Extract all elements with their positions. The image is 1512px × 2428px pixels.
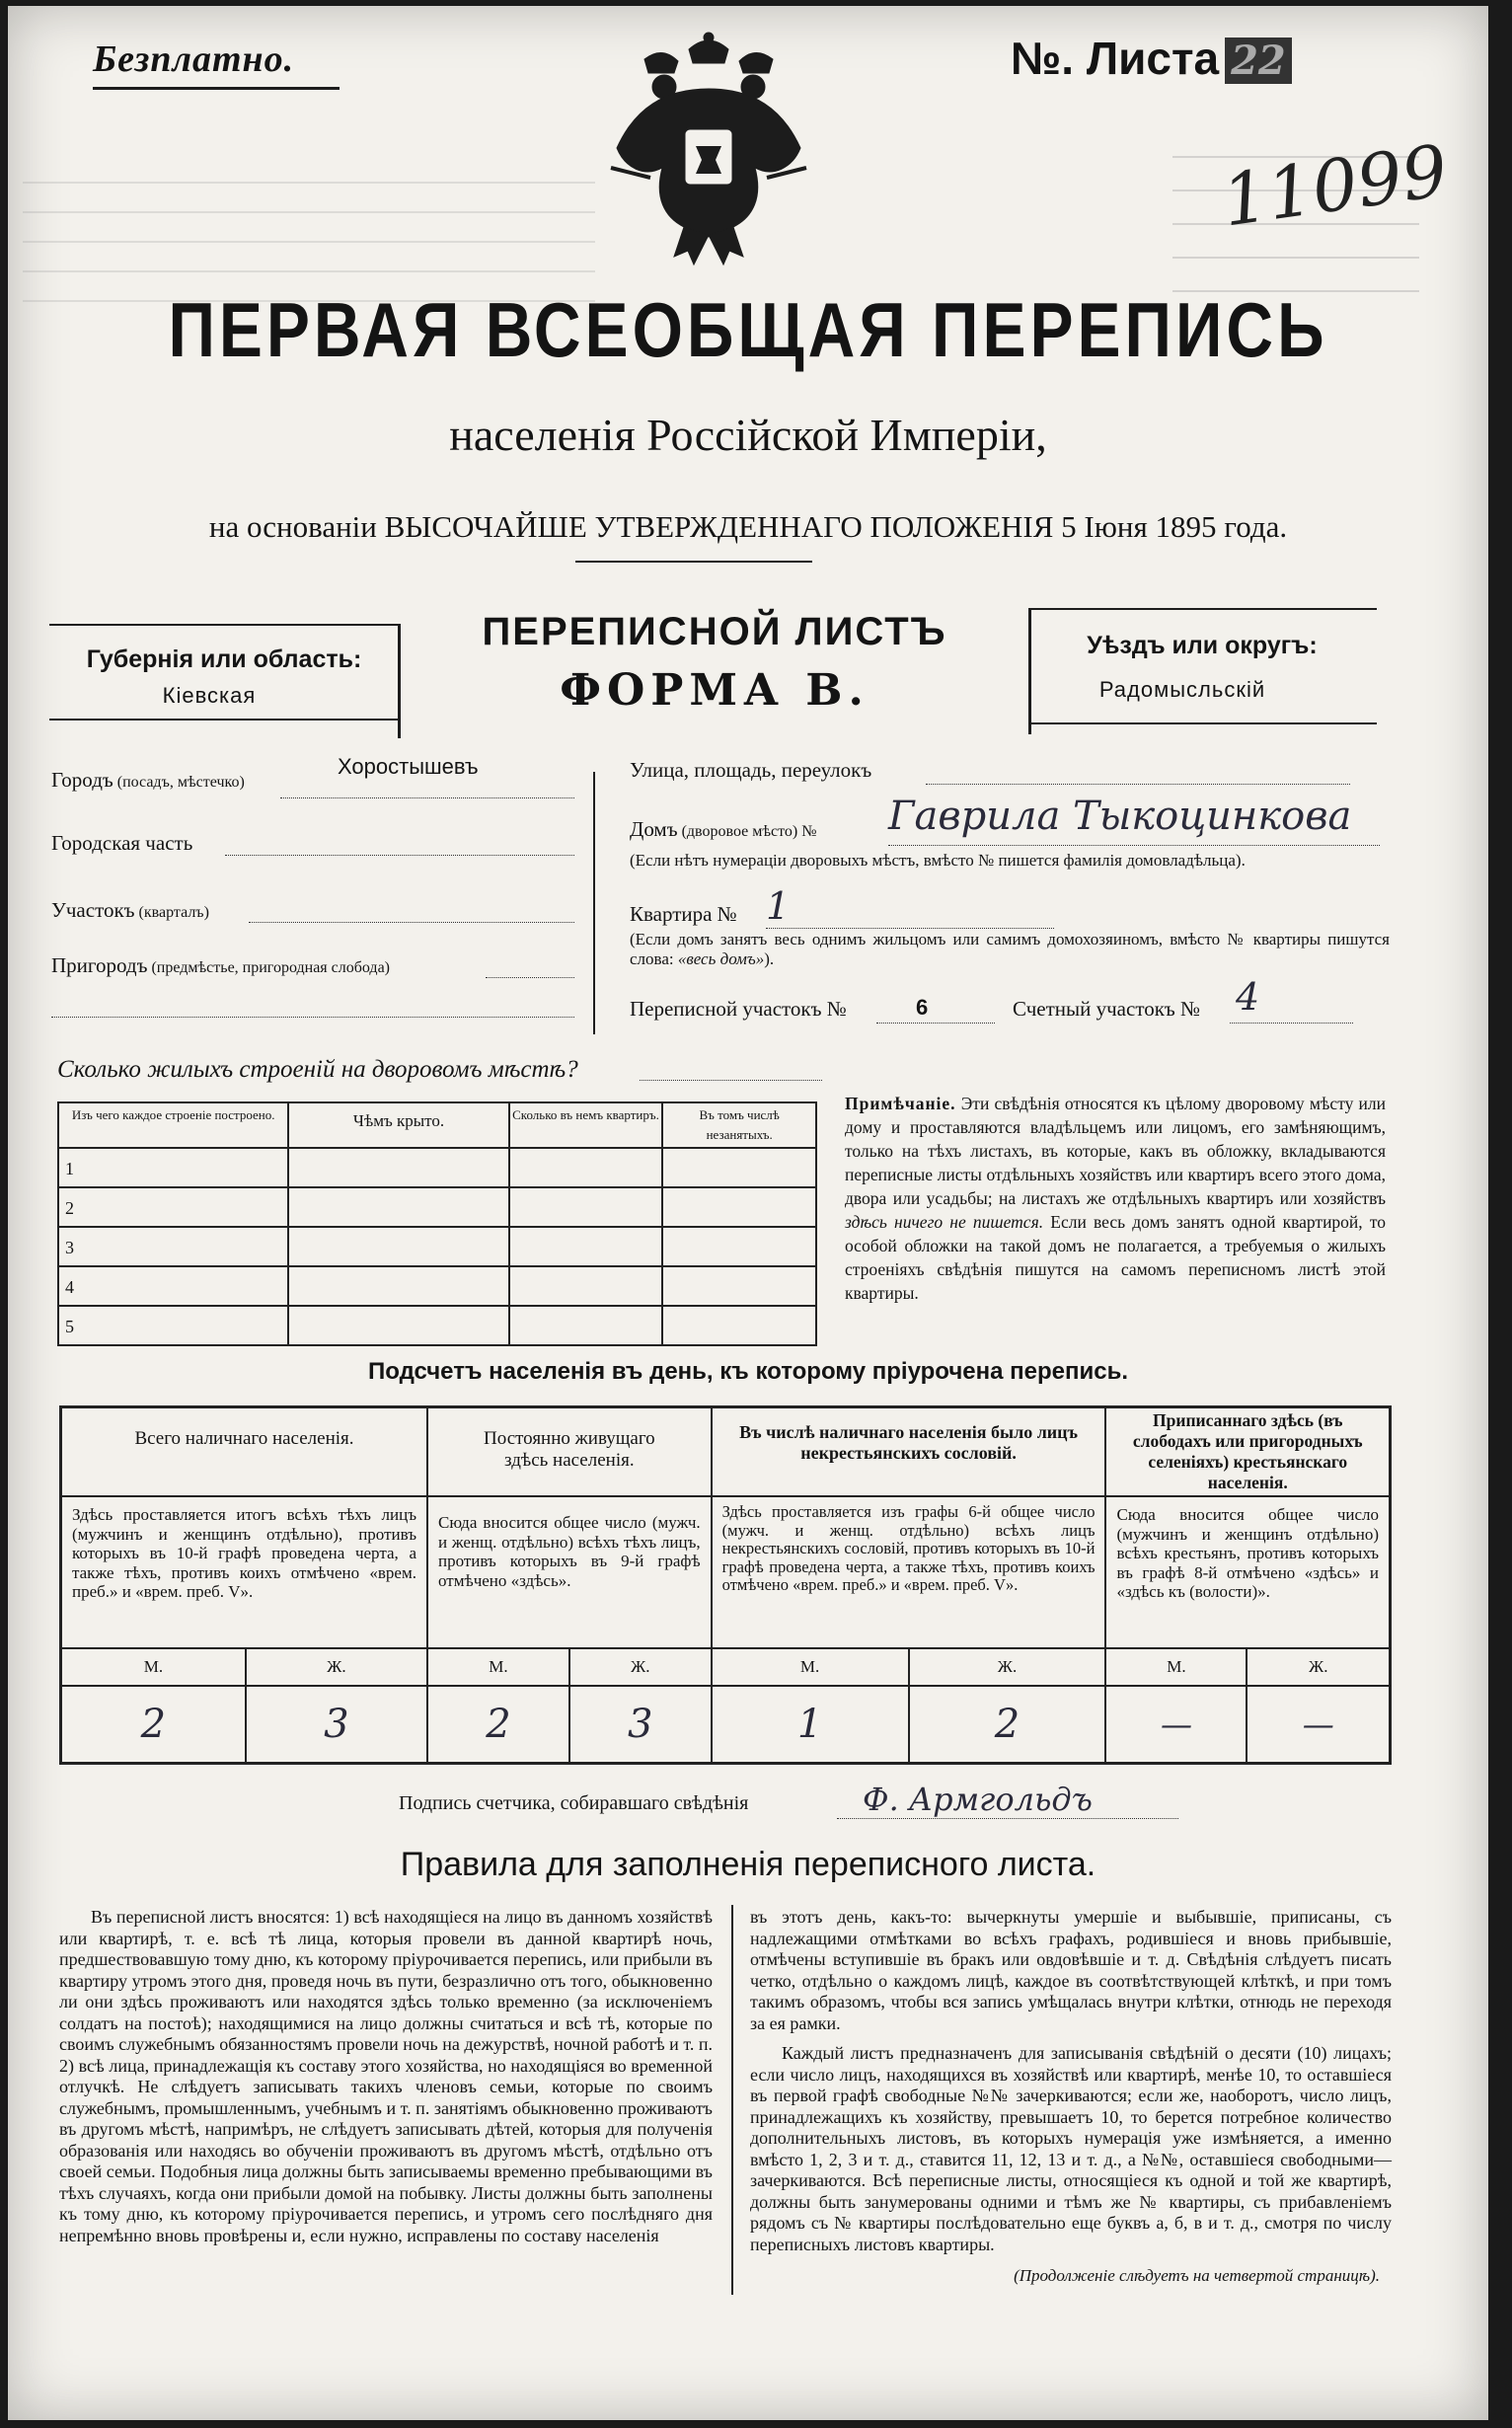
count-head-nonpeasant: Въ числѣ наличнаго населенія было лицъ некрестьянскихъ сословій. [712, 1407, 1106, 1497]
count-total-f: 3 [246, 1686, 427, 1763]
title-divider [575, 561, 812, 563]
archive-number: 11099 [1217, 128, 1453, 243]
buildings-header-vacant: Въ томъ числѣ незанятыхъ. [662, 1102, 816, 1148]
buildings-header-roof: Чѣмъ крыто. [288, 1102, 508, 1148]
count-f-label: Ж. [569, 1648, 712, 1686]
band-top-left [49, 624, 400, 626]
form-letter: ФОРМА В. [560, 665, 869, 716]
sub-title: населенія Россійской Имперіи, [449, 410, 1047, 460]
band-top-right [1029, 608, 1377, 610]
count-peasant-m: — [1105, 1686, 1247, 1763]
note-label: Примѣчаніе. [845, 1094, 956, 1113]
city-value: Хоростышевъ [338, 754, 479, 779]
count-permanent-m: 2 [427, 1686, 569, 1763]
count-desc-total: Здѣсь проставляется итогъ всѣхъ тѣхъ лицъ (мужчинъ и женщинъ отдѣльно), противъ которыхъ въ 10-й графѣ проведена черта, а также тѣхъ, противъ коихъ отмѣчено «врем. преб.» и «врем. преб. V». [61, 1496, 428, 1648]
count-m-label: М. [61, 1648, 246, 1686]
apartment-note: (Если домъ занятъ весь однимъ жильцомъ или самимъ домохозяиномъ, вмѣсто № квартиры пишутся слова: «весь домъ»). [630, 930, 1390, 968]
buildings-question: Сколько жилыхъ строеній на дворовомъ мѣстѣ? [57, 1056, 578, 1083]
district-label: Уѣздъ или округъ: [1087, 632, 1318, 659]
count-f-label: Ж. [246, 1648, 427, 1686]
rules-title: Правила для заполненія переписного листа. [400, 1846, 1096, 1883]
imperial-eagle-icon [605, 30, 812, 266]
rules-continued: (Продолженіе слѣдуетъ на четвертой страницѣ). [1014, 2266, 1380, 2285]
rules-left-column: Въ переписной листъ вносятся: 1) всѣ находящіеся на лицо въ данномъ хозяйствѣ или квартирѣ, т. е. всѣ тѣ лица, которыя провели въ данной квартирѣ ночь, предшествовавшую тому дню, къ которому пріурочивается перепись, или прибыли въ квартиру утромъ этого дня, проведя ночь въ пути, безразлично отъ того, обыкновенно ли они здѣсь проживаютъ или находятся здѣсь только временно (за исключеніемъ солдатъ на постоѣ); находящимися на лицо должны считаться и всѣ тѣ, которые по своимъ служебнымъ обязанностямъ провели ночь на дежурствѣ, ночной работѣ и т. п. 2) всѣ лица, принадлежащія къ составу этого хозяйства, но находящіяся во временной отлучкѣ. Не слѣдуетъ записывать такихъ членовъ семьи, которые по своимъ служебнымъ, промышленнымъ, учебнымъ и т. п. занятіямъ обыкновенно проживаютъ въ другомъ мѣстѣ, напримѣръ, не слѣдуетъ записывать дѣтей, которыя для полученія образованія или находясь во обученіи проживаютъ въ другомъ мѣстѣ, отдѣльно отъ своей семьи. Подобныя лица должны быть записываемы временно пребывающими въ тѣхъ случаяхъ, когда они прибыли домой на побывку. Листы должны быть заполнены къ тому дню, къ которому пріурочивается перепись, и утромъ сего послѣдняго дня непремѣнно вновь провѣрены и, если нужно, исправлены по составу населенія [59, 1907, 713, 2245]
buildings-row-number: 4 [58, 1266, 288, 1306]
district-value: Радомысльскій [1098, 677, 1266, 702]
count-m-label: М. [1105, 1648, 1247, 1686]
band-bottom-left [49, 719, 400, 721]
count-head-peasant: Приписаннаго здѣсь (въ слободахъ или пригородныхъ селеніяхъ) крестьянскаго населенія. [1105, 1407, 1390, 1497]
buildings-header-material: Изъ чего каждое строеніе построено. [58, 1102, 288, 1148]
city-row: Городъ (посадъ, мѣстечко) Хоростышевъ [51, 768, 574, 807]
note-block: Примѣчаніе. Эти свѣдѣнія относятся къ цѣлому дворовому мѣсту или дому и проставляются владѣльцемъ или лицомъ, его замѣняющимъ, только на тѣхъ листахъ, въ которые, какъ въ обложку, вкладываются переписные листы отдѣльныхъ хозяйствъ или квартиръ всего этого дома, двора или усадьбы; на листахъ же отдѣльныхъ квартиръ или хозяйствъ здѣсь ничего не пишется. Если весь домъ занятъ одной квартирой, то особой обложки на такой домъ не полагается, а требуемыя о жилыхъ строеніяхъ свѣдѣнія пишутся на самомъ переписномъ листѣ этой квартиры. [845, 1094, 1387, 1303]
count-m-label: М. [712, 1648, 909, 1686]
count-head-total: Всего наличнаго населенія. [61, 1407, 428, 1497]
address-vertical-rule [593, 772, 595, 1034]
count-desc-permanent: Сюда вносится общее число (мужч. и женщ. отдѣльно) всѣхъ тѣхъ лицъ, противъ которыхъ въ 9-й графѣ отмѣчено «здѣсь». [427, 1496, 712, 1648]
sheet-number-value: 22 [1225, 38, 1292, 84]
count-title: Подсчетъ населенія въ день, къ которому пріурочена перепись. [368, 1358, 1128, 1385]
buildings-row-number: 1 [58, 1148, 288, 1187]
count-head-permanent: Постоянно живущаго здѣсь населенія. [427, 1407, 712, 1497]
street-row: Улица, площадь, переулокъ [630, 758, 1350, 797]
band-bottom-right [1029, 722, 1377, 724]
signature-row: Подпись счетчика, собиравшаго свѣдѣнія Ф. Армгольдъ [399, 1792, 1178, 1832]
count-m-label: М. [427, 1648, 569, 1686]
apartment-row: Квартира № 1 [630, 902, 1054, 942]
main-title: ПЕРВАЯ ВСЕОБЩАЯ ПЕРЕПИСЬ [168, 286, 1328, 373]
signature-value: Ф. Армгольдъ [863, 1781, 1093, 1818]
free-underline [93, 87, 340, 90]
house-row: Домъ (дворовое мѣсто) № Гаврила Тыкоцинкова [630, 817, 1380, 857]
rules-right-column-1: въ этотъ день, какъ-то: вычеркнуты умершіе и выбывшіе, приписаны, съ надлежащими отмѣтками во всѣхъ графахъ, родившіеся и вновь прибывшіе, отмѣчены вступившіе въ бракъ или овдовѣвшіе и т. д. Свѣдѣнія слѣдуетъ писать четко, отдѣльно о каждомъ лицѣ, каждое въ соотвѣтствующей клѣткѣ, и при томъ такимъ образомъ, чтобы вся запись умѣщалась внутри клѣтки, отнюдь не переходя за ея рамки. [750, 1907, 1392, 2033]
count-desc-peasant: Сюда вносится общее число (мужчинъ и женщинъ отдѣльно) всѣхъ крестьянъ, противъ которыхъ въ графѣ 8-й отмѣчено «здѣсь» и «здѣсь къ (волости)». [1105, 1496, 1390, 1648]
count-peasant-f: — [1247, 1686, 1390, 1763]
count-district-row: Счетный участокъ № 4 [1013, 997, 1353, 1036]
buildings-header-apartments: Сколько въ немъ квартиръ. [509, 1102, 663, 1148]
count-district-value: 4 [1236, 975, 1260, 1019]
bleed-through-text-left [23, 154, 595, 302]
form-title: ПЕРЕПИСНОЙ ЛИСТЪ [482, 610, 947, 653]
count-nonpeasant-m: 1 [712, 1686, 909, 1763]
count-nonpeasant-f: 2 [909, 1686, 1106, 1763]
count-desc-nonpeasant: Здѣсь проставляется изъ графы 6-й общее число (мужч. и женщ. отдѣльно) всѣхъ лицъ некрестьянскихъ сословій, противъ которыхъ въ 10-й графѣ проведена черта, а также тѣхъ, противъ коихъ отмѣчено «врем. преб.» и «врем. преб. V». [712, 1496, 1106, 1648]
buildings-row-number: 2 [58, 1187, 288, 1227]
province-label: Губернія или область: [86, 645, 362, 673]
buildings-row-number: 3 [58, 1227, 288, 1266]
count-total-m: 2 [61, 1686, 246, 1763]
province-value: Кіевская [162, 683, 257, 708]
rules-column-divider [731, 1905, 733, 2295]
suburb-row: Пригородъ (предмѣстье, пригородная слобода) [51, 953, 574, 1023]
house-value: Гаврила Тыкоцинкова [888, 794, 1352, 839]
count-table [59, 1405, 1392, 1765]
apartment-value: 1 [766, 884, 791, 928]
band-divider-right [1028, 608, 1031, 734]
city-part-row: Городская часть [51, 831, 574, 871]
basis-line: на основаніи ВЫСОЧАЙШЕ УТВЕРЖДЕННАГО ПОЛОЖЕНІЯ 5 Іюня 1895 года. [208, 509, 1288, 544]
rules-right-column-2: Каждый листъ предназначенъ для записыванія свѣдѣній о десяти (10) лицахъ; если число лицъ, находящихся въ хозяйствѣ или квартирѣ, менѣе 10, то оставшіеся въ первой графѣ свободные №№ зачеркиваются; если же, наоборотъ, число лицъ, принадлежащихъ къ хозяйству, превышаетъ 10, то берется потребное количество дополнительныхъ листовъ, въ которыхъ нумерація уже измѣняется, а именно вмѣсто 1, 2, 3 и т. д., ставится 11, 12, 13 и т. д., а №№, оставшіеся свободными—зачеркиваются. Всѣ переписные листы, относящіеся къ одной и той же квартирѣ, должны быть занумерованы одними и тѣмъ же № квартиры, съ прибавленіемъ рядомъ съ № квартиры послѣдовательно еще буквъ а, б, в и т. д., смотря по числу переписныхъ листовъ квартиры. [750, 2043, 1392, 2254]
census-district-row: Переписной участокъ № 6 [630, 997, 995, 1036]
buildings-question-line [640, 1080, 822, 1081]
free-label: Безплатно. [93, 38, 295, 80]
house-note: (Если нѣтъ нумераціи дворовыхъ мѣстъ, вмѣсто № пишется фамилія домовладѣльца). [630, 851, 1246, 870]
count-permanent-f: 3 [569, 1686, 712, 1763]
count-f-label: Ж. [1247, 1648, 1390, 1686]
census-district-value: 6 [916, 995, 929, 1020]
sheet-number-label: №. Листа 22 [1011, 32, 1292, 85]
count-f-label: Ж. [909, 1648, 1106, 1686]
census-sheet [8, 6, 1488, 2420]
buildings-row-number: 5 [58, 1306, 288, 1345]
section-row: Участокъ (кварталъ) [51, 898, 574, 938]
buildings-table [57, 1101, 817, 1346]
